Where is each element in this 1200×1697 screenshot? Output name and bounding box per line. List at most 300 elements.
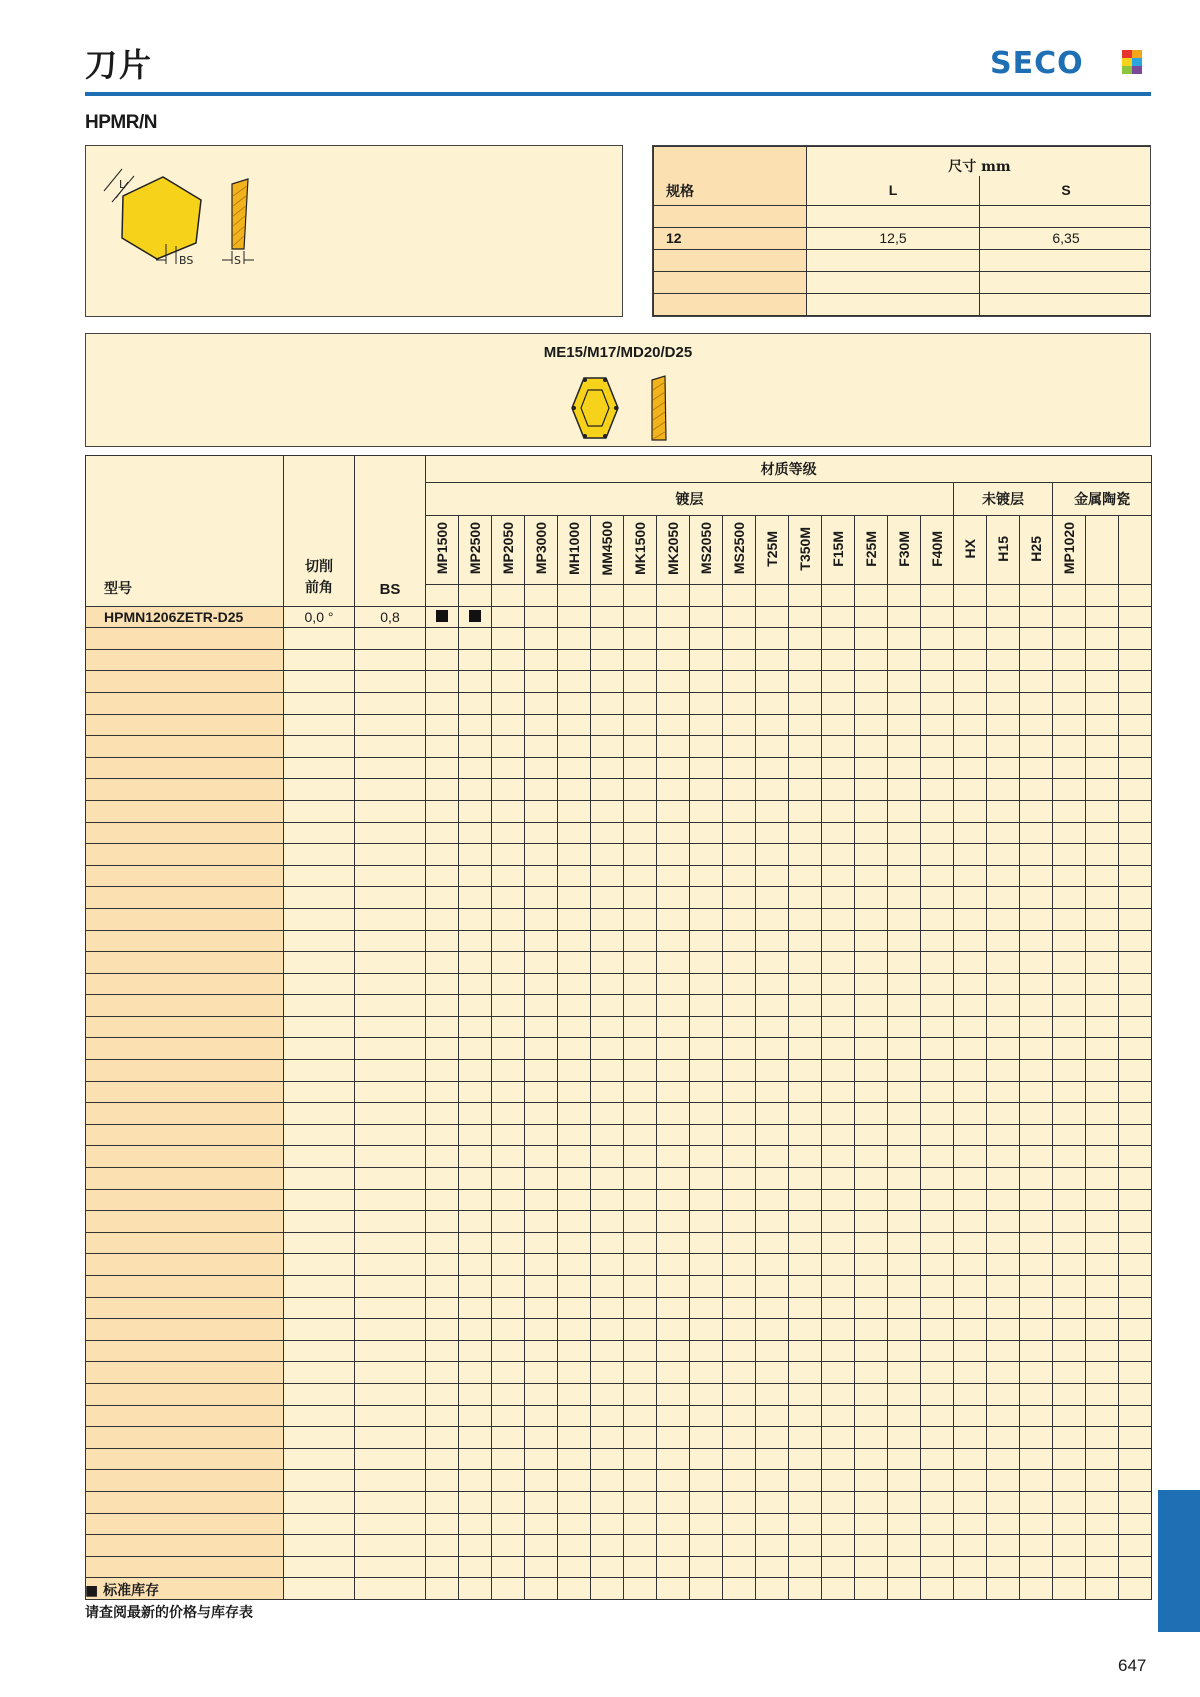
grade-cell <box>690 628 723 650</box>
grade-cell <box>426 1254 459 1276</box>
grade-cell <box>525 1491 558 1513</box>
grade-cell <box>459 844 492 866</box>
grade-cell <box>558 1254 591 1276</box>
grade-cell <box>723 779 756 801</box>
table-row <box>86 1513 1152 1535</box>
grade-cell <box>459 757 492 779</box>
grade-cell <box>525 1103 558 1125</box>
grade-cell <box>921 930 954 952</box>
table-row <box>86 822 1152 844</box>
rake-cell <box>284 1038 355 1060</box>
grade-header-cell <box>1020 516 1053 585</box>
grade-cell <box>525 995 558 1017</box>
grade-cell <box>822 1168 855 1190</box>
grade-cell <box>987 1297 1020 1319</box>
table-row <box>86 1211 1152 1233</box>
grade-cell <box>657 1016 690 1038</box>
grade-cell <box>459 1254 492 1276</box>
grade-cell <box>624 1146 657 1168</box>
grade-cell <box>624 1124 657 1146</box>
rake-cell <box>284 1556 355 1578</box>
grade-cell <box>459 779 492 801</box>
grade-cell <box>954 1081 987 1103</box>
grade-label: MP2050 <box>500 522 516 575</box>
grade-cell <box>954 973 987 995</box>
grade-cell <box>525 1340 558 1362</box>
grade-cell <box>624 1470 657 1492</box>
grade-cell <box>624 1448 657 1470</box>
grade-cell <box>558 1081 591 1103</box>
grade-cell <box>1053 1103 1086 1125</box>
grade-cell <box>1119 1189 1152 1211</box>
grade-cell <box>426 1276 459 1298</box>
grade-cell <box>756 1470 789 1492</box>
grade-cell <box>954 1060 987 1082</box>
grade-cell <box>1020 1189 1053 1211</box>
grade-cell <box>855 800 888 822</box>
grade-header-cell <box>954 516 987 585</box>
grade-cell <box>690 1276 723 1298</box>
grade-cell <box>1086 628 1119 650</box>
grade-cell <box>723 973 756 995</box>
table-row <box>86 973 1152 995</box>
grade-cell <box>855 1362 888 1384</box>
grade-cell <box>558 1276 591 1298</box>
grade-cell <box>690 1405 723 1427</box>
grade-cell <box>855 1211 888 1233</box>
grade-cell <box>492 692 525 714</box>
grade-cell <box>657 1383 690 1405</box>
grade-cell <box>426 692 459 714</box>
grade-cell <box>987 952 1020 974</box>
grade-cell <box>1020 714 1053 736</box>
grade-cell <box>1053 1276 1086 1298</box>
grade-cell <box>657 1038 690 1060</box>
grade-cell <box>954 1470 987 1492</box>
table-row <box>86 671 1152 693</box>
rake-cell <box>284 1211 355 1233</box>
rake-cell <box>284 628 355 650</box>
grade-cell <box>789 1254 822 1276</box>
grade-cell <box>624 736 657 758</box>
model-cell <box>86 671 284 693</box>
grade-cell <box>855 1103 888 1125</box>
grade-cell <box>1086 1470 1119 1492</box>
grade-cell <box>921 1060 954 1082</box>
grade-cell <box>1020 1276 1053 1298</box>
grade-cell <box>822 1254 855 1276</box>
grade-cell <box>822 1276 855 1298</box>
grade-cell <box>756 1491 789 1513</box>
grade-cell <box>756 606 789 628</box>
grade-cell <box>492 865 525 887</box>
grade-cell <box>855 1340 888 1362</box>
grade-cell <box>987 736 1020 758</box>
grade-cell <box>756 1340 789 1362</box>
grade-cell <box>987 1470 1020 1492</box>
bs-cell: 0,8 <box>355 606 426 628</box>
grade-cell <box>1119 714 1152 736</box>
grade-cell <box>657 952 690 974</box>
bs-cell <box>355 779 426 801</box>
grade-cell <box>987 1038 1020 1060</box>
grade-cell <box>789 1060 822 1082</box>
grade-cell <box>459 1470 492 1492</box>
model-cell <box>86 1470 284 1492</box>
grade-cell <box>1020 800 1053 822</box>
grade-cell <box>789 1038 822 1060</box>
grade-cell <box>756 736 789 758</box>
grade-cell <box>1053 1513 1086 1535</box>
grade-cell <box>492 1146 525 1168</box>
bs-cell <box>355 1232 426 1254</box>
grade-cell <box>591 1448 624 1470</box>
grade-cell <box>1119 1124 1152 1146</box>
grade-cell <box>492 714 525 736</box>
grade-cell <box>855 844 888 866</box>
dim-row <box>654 227 1152 249</box>
grade-header-cell <box>492 516 525 585</box>
table-row <box>86 779 1152 801</box>
table-row <box>86 649 1152 671</box>
grade-cell <box>1119 1211 1152 1233</box>
grade-cell <box>492 1060 525 1082</box>
model-cell <box>86 908 284 930</box>
table-row <box>86 1124 1152 1146</box>
grade-header-cell <box>459 516 492 585</box>
grade-cell <box>855 1491 888 1513</box>
grade-cell <box>789 1103 822 1125</box>
grade-cell <box>1086 887 1119 909</box>
grade-cell <box>525 1578 558 1600</box>
grade-cell <box>822 930 855 952</box>
grade-cell <box>921 692 954 714</box>
grade-cell <box>525 973 558 995</box>
bs-cell <box>355 1168 426 1190</box>
grade-cell <box>789 1124 822 1146</box>
grade-cell <box>558 844 591 866</box>
grade-cell <box>756 1383 789 1405</box>
variant-title: ME15/M17/MD20/D25 <box>543 344 693 361</box>
table-row <box>86 1448 1152 1470</box>
grade-cell <box>1020 1254 1053 1276</box>
rake-cell <box>284 952 355 974</box>
grade-cell <box>459 973 492 995</box>
grade-cell <box>492 1535 525 1557</box>
grade-cell <box>822 1081 855 1103</box>
grade-cell <box>558 1340 591 1362</box>
grade-cell <box>723 1146 756 1168</box>
grade-cell <box>723 1124 756 1146</box>
grade-cell <box>525 714 558 736</box>
grade-cell <box>426 714 459 736</box>
grade-cell <box>525 1211 558 1233</box>
grade-cell <box>624 692 657 714</box>
variant-insert-diagram <box>556 374 676 446</box>
model-cell <box>86 757 284 779</box>
grade-cell <box>756 1060 789 1082</box>
grade-cell <box>921 1340 954 1362</box>
grade-cell <box>888 1405 921 1427</box>
grade-cell <box>624 1232 657 1254</box>
grade-cell <box>558 1232 591 1254</box>
grade-cell <box>426 865 459 887</box>
grade-cell <box>624 1297 657 1319</box>
grade-cell <box>558 1535 591 1557</box>
grade-cell <box>723 1232 756 1254</box>
grade-cell <box>1086 973 1119 995</box>
grade-label: T350M <box>797 526 813 571</box>
grade-cell <box>888 1513 921 1535</box>
bs-cell <box>355 1254 426 1276</box>
grade-cell <box>459 1016 492 1038</box>
grade-cell <box>558 1448 591 1470</box>
grade-cell <box>492 1448 525 1470</box>
grade-cell <box>1020 908 1053 930</box>
grade-cell <box>459 649 492 671</box>
grade-cell <box>591 1405 624 1427</box>
grade-label: MK2050 <box>665 522 681 575</box>
grade-cell <box>987 995 1020 1017</box>
grade-cell <box>789 1513 822 1535</box>
grade-cell <box>921 1297 954 1319</box>
grade-cell <box>591 714 624 736</box>
grade-cell <box>624 1556 657 1578</box>
grade-cell <box>1119 649 1152 671</box>
grade-cell <box>525 887 558 909</box>
grade-header-cell <box>1119 516 1152 585</box>
grade-cell <box>921 1556 954 1578</box>
grade-cell <box>1053 1535 1086 1557</box>
grade-cell <box>591 1556 624 1578</box>
grade-cell <box>690 1060 723 1082</box>
grade-cell <box>822 908 855 930</box>
grade-cell <box>1020 973 1053 995</box>
grade-cell <box>822 1556 855 1578</box>
seco-logo: SECO <box>990 46 1084 81</box>
bs-cell <box>355 1491 426 1513</box>
grade-cell <box>723 930 756 952</box>
grade-cell <box>954 714 987 736</box>
grade-header-cell <box>822 516 855 585</box>
grade-cell <box>723 1535 756 1557</box>
grade-cell <box>1020 671 1053 693</box>
grade-cell <box>492 1491 525 1513</box>
grade-cell <box>987 1362 1020 1384</box>
model-cell <box>86 1254 284 1276</box>
grade-cell <box>855 822 888 844</box>
grade-cell <box>492 1340 525 1362</box>
grade-cell <box>492 736 525 758</box>
grade-cell <box>1020 692 1053 714</box>
model-cell <box>86 1362 284 1384</box>
table-row <box>86 1168 1152 1190</box>
grade-cell <box>591 822 624 844</box>
grade-cell <box>525 1124 558 1146</box>
grade-cell <box>558 1556 591 1578</box>
grade-cell <box>690 671 723 693</box>
rake-cell <box>284 973 355 995</box>
grade-cell <box>1053 1232 1086 1254</box>
rake-cell <box>284 908 355 930</box>
grade-cell <box>855 930 888 952</box>
grade-cell <box>558 649 591 671</box>
grade-cell <box>657 865 690 887</box>
grade-cell <box>525 1189 558 1211</box>
grade-cell <box>789 800 822 822</box>
grade-cell <box>492 1211 525 1233</box>
grade-cell <box>723 1556 756 1578</box>
grade-cell <box>1020 1470 1053 1492</box>
grade-cell <box>921 1232 954 1254</box>
grade-cell <box>525 865 558 887</box>
grade-cell <box>921 1124 954 1146</box>
grade-cell <box>492 757 525 779</box>
grade-cell <box>1053 1470 1086 1492</box>
grade-cell <box>789 930 822 952</box>
grade-cell <box>690 1146 723 1168</box>
grade-cell <box>723 1513 756 1535</box>
grade-label: MH1000 <box>566 522 582 575</box>
bs-cell <box>355 822 426 844</box>
table-row <box>86 800 1152 822</box>
grade-cell <box>426 1103 459 1125</box>
rake-cell <box>284 1016 355 1038</box>
grade-cell <box>1119 1491 1152 1513</box>
grade-cell <box>987 1578 1020 1600</box>
grade-cell <box>954 692 987 714</box>
grade-cell <box>987 1211 1020 1233</box>
grade-cell <box>657 822 690 844</box>
grade-cell <box>591 1038 624 1060</box>
grade-cell <box>690 1038 723 1060</box>
grade-cell <box>723 1060 756 1082</box>
bs-cell <box>355 757 426 779</box>
grade-cell <box>459 1297 492 1319</box>
grade-header-cell <box>888 516 921 585</box>
dimension-panel <box>652 145 1151 317</box>
model-cell <box>86 1491 284 1513</box>
grade-cell <box>459 908 492 930</box>
grade-cell <box>426 1124 459 1146</box>
grade-cell <box>426 995 459 1017</box>
grade-cell <box>756 973 789 995</box>
grade-cell <box>756 671 789 693</box>
grade-cell <box>1020 887 1053 909</box>
rake-cell <box>284 1340 355 1362</box>
grade-cell <box>855 757 888 779</box>
grade-cell <box>954 1168 987 1190</box>
model-cell <box>86 822 284 844</box>
grade-label: MS2050 <box>698 522 714 575</box>
grade-cell <box>756 822 789 844</box>
grade-cell <box>1020 952 1053 974</box>
grade-cell <box>1020 1038 1053 1060</box>
grade-cell <box>1053 908 1086 930</box>
grade-cell <box>690 1168 723 1190</box>
bs-cell <box>355 1470 426 1492</box>
rake-cell <box>284 887 355 909</box>
grade-cell <box>657 800 690 822</box>
table-row <box>86 952 1152 974</box>
grade-cell <box>558 1405 591 1427</box>
grade-cell <box>1086 844 1119 866</box>
rake-cell <box>284 1319 355 1341</box>
grade-cell <box>987 1232 1020 1254</box>
grade-cell <box>492 671 525 693</box>
grade-cell <box>1119 1016 1152 1038</box>
grade-cell <box>855 1060 888 1082</box>
grade-cell <box>954 908 987 930</box>
rake-cell <box>284 649 355 671</box>
grade-cell <box>1086 1276 1119 1298</box>
grade-cell <box>756 714 789 736</box>
table-row <box>86 1254 1152 1276</box>
grade-cell <box>1053 1405 1086 1427</box>
grade-cell <box>1053 1383 1086 1405</box>
grade-cell <box>756 930 789 952</box>
grade-cell <box>1053 800 1086 822</box>
grade-cell <box>492 1405 525 1427</box>
grade-cell <box>690 1124 723 1146</box>
grade-cell <box>492 1081 525 1103</box>
column-header-bs: BS <box>355 456 426 607</box>
grade-cell <box>987 1254 1020 1276</box>
grade-cell <box>921 757 954 779</box>
grade-cell <box>756 1427 789 1449</box>
grade-cell <box>822 952 855 974</box>
model-cell <box>86 714 284 736</box>
grade-cell <box>459 1081 492 1103</box>
grade-cell <box>756 1276 789 1298</box>
grade-cell <box>459 1232 492 1254</box>
grade-cell <box>558 779 591 801</box>
price-stock-note: 请查阅最新的价格与库存表 <box>85 1605 253 1621</box>
table-row <box>86 736 1152 758</box>
grade-cell <box>426 779 459 801</box>
grade-cell <box>492 606 525 628</box>
grade-cell <box>1086 736 1119 758</box>
bs-cell <box>355 1362 426 1384</box>
model-cell <box>86 1340 284 1362</box>
grade-cell <box>558 736 591 758</box>
header-rule <box>85 92 1151 96</box>
grade-header-cell <box>690 516 723 585</box>
grade-cell <box>690 1513 723 1535</box>
grade-cell <box>921 822 954 844</box>
model-cell <box>86 1405 284 1427</box>
bs-cell <box>355 1427 426 1449</box>
grade-cell <box>756 1319 789 1341</box>
grade-cell <box>624 1405 657 1427</box>
grade-cell <box>789 844 822 866</box>
grade-cell <box>921 1081 954 1103</box>
bs-cell <box>355 865 426 887</box>
grade-cell <box>987 930 1020 952</box>
grade-cell <box>855 1124 888 1146</box>
grade-cell <box>822 1211 855 1233</box>
grade-cell <box>954 1427 987 1449</box>
grade-cell <box>822 1103 855 1125</box>
grade-cell <box>492 822 525 844</box>
grade-cell <box>426 1362 459 1384</box>
grade-cell <box>954 1448 987 1470</box>
grade-cell <box>624 1319 657 1341</box>
bs-cell <box>355 736 426 758</box>
grade-cell <box>888 952 921 974</box>
model-cell <box>86 736 284 758</box>
dim-header-S: S <box>980 176 1152 205</box>
